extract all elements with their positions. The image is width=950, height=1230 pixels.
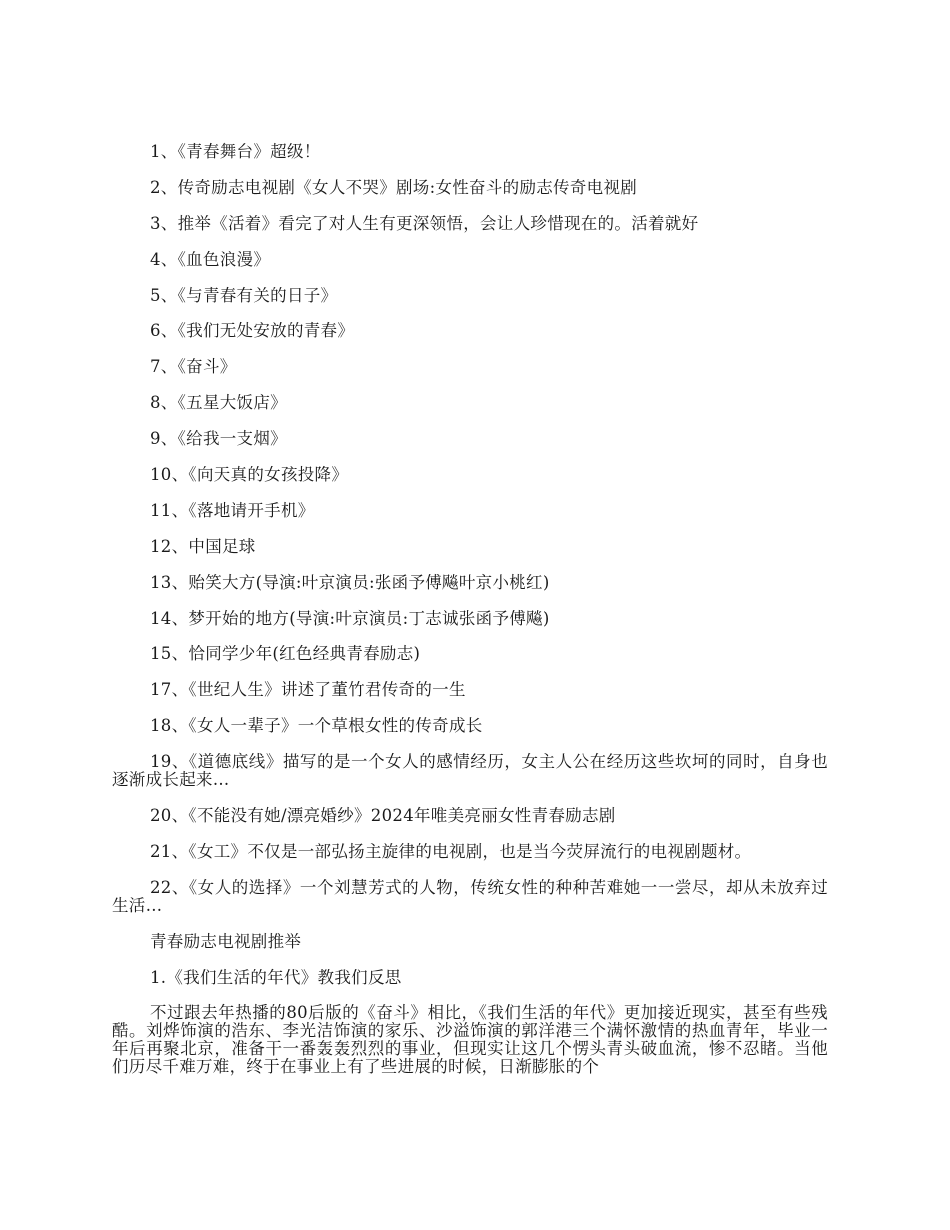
section-title: 青春励志电视剧推举	[150, 931, 302, 951]
subsection-title: 1.《我们生活的年代》教我们反思	[150, 967, 402, 987]
list-item: 4、《血色浪漫》	[150, 249, 271, 269]
list-item: 18、《女人一辈子》一个草根女性的传奇成长	[150, 716, 483, 736]
list-item: 20、《不能没有她/漂亮婚纱》2024年唯美亮丽女性青春励志剧	[150, 806, 616, 826]
list-item: 11、《落地请开手机》	[150, 500, 315, 520]
list-item: 21、《女工》不仅是一部弘扬主旋律的电视剧，也是当今荧屏流行的电视剧题材。	[150, 841, 752, 861]
body-paragraph: 不过跟去年热播的80后版的《奋斗》相比，《我们生活的年代》更加接近现实，甚至有些残酷。刘烨饰演的浩东、李光洁饰演的家乐、沙溢饰演的郭洋港三个满怀激情的热血青年，毕业一年后再聚北京，准备干一番轰轰烈烈的事业，但现实让这几个愣头青头破血流，惨不忍睹。当他们历尽千难万难，终于在事业上有了些进展的时候，日渐膨胀的个	[112, 1003, 828, 1077]
list-item: 14、梦开始的地方(导演:叶京演员:丁志诚张函予傅飚)	[150, 608, 550, 628]
document-page	[112, 143, 828, 1076]
list-item: 12、中国足球	[150, 536, 256, 556]
list-item: 9、《给我一支烟》	[150, 429, 287, 449]
list-item: 6、《我们无处安放的青春》	[150, 321, 355, 341]
list-item: 7、《奋斗》	[150, 357, 237, 377]
list-item: 5、《与青春有关的日子》	[150, 285, 338, 305]
list-item: 8、《五星大饭店》	[150, 393, 287, 413]
list-item: 1、《青春舞台》超级！	[150, 142, 321, 161]
drama-list	[112, 143, 828, 915]
list-item: 19、《道德底线》描写的是一个女人的感情经历，女主人公在经历这些坎坷的同时，自身也逐渐成长起来…	[112, 752, 828, 790]
list-item: 3、推举《活着》看完了对人生有更深领悟，会让人珍惜现在的。活着就好	[150, 213, 699, 233]
list-item: 13、贻笑大方(导演:叶京演员:张函予傅飚叶京小桃红)	[150, 572, 550, 592]
list-item: 10、《向天真的女孩投降》	[150, 465, 349, 485]
list-item: 17、《世纪人生》讲述了董竹君传奇的一生	[150, 680, 466, 700]
list-item: 2、传奇励志电视剧《女人不哭》剧场:女性奋斗的励志传奇电视剧	[150, 177, 638, 197]
list-item: 15、恰同学少年(红色经典青春励志)	[150, 644, 421, 664]
list-item: 22、《女人的选择》一个刘慧芳式的人物，传统女性的种种苦难她一一尝尽，却从未放弃过生活…	[112, 877, 828, 915]
